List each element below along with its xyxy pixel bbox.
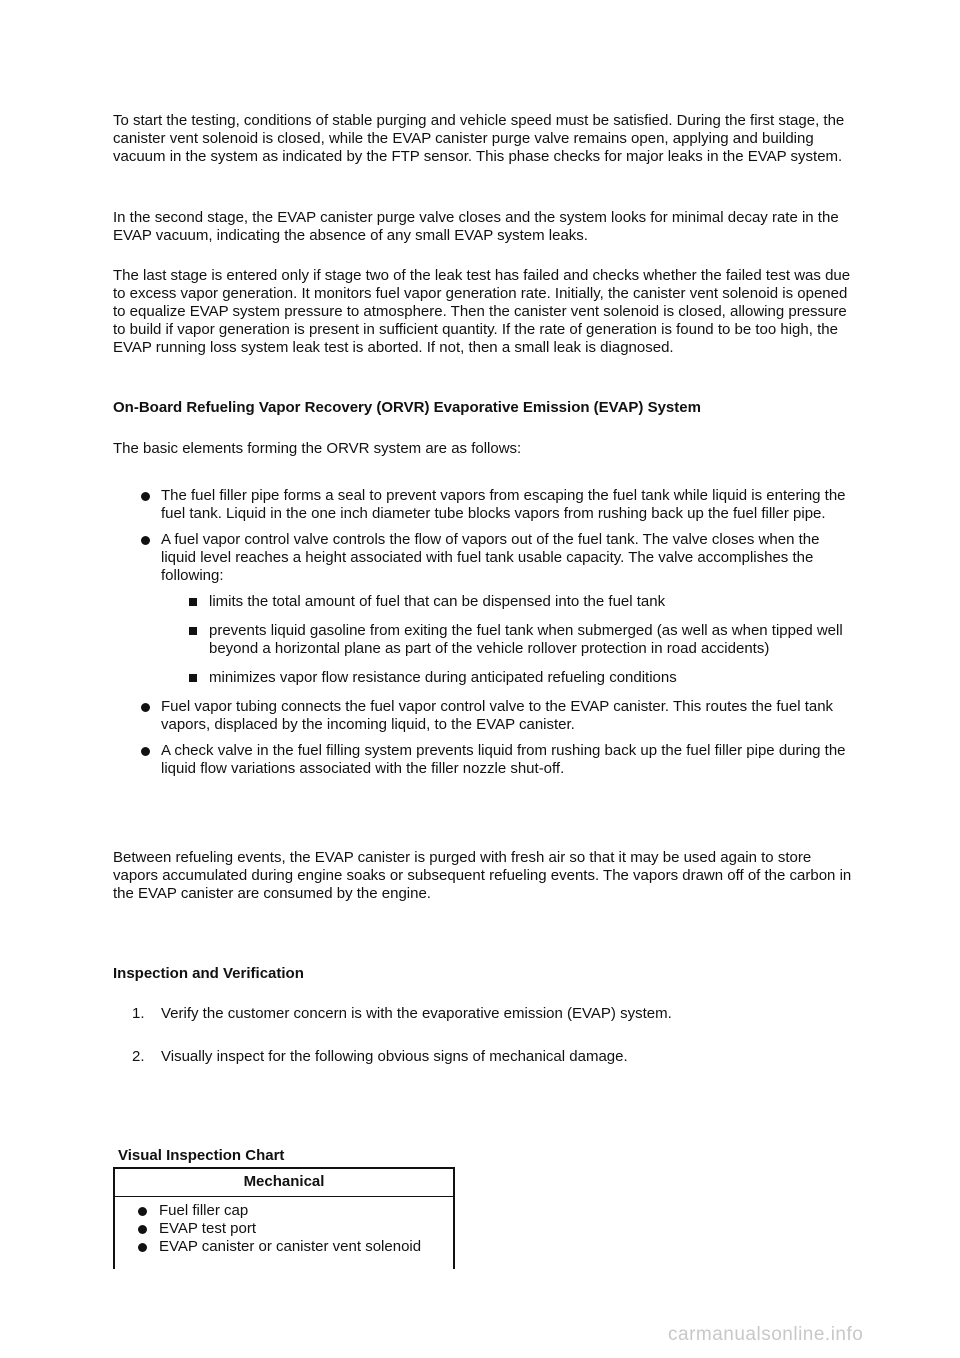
list-item-text: Fuel vapor tubing connects the fuel vapor control valve to the EVAP canister. This routes the fuel tank vapors, displaced by the incoming liquid, to the EVAP canister. [161, 698, 834, 733]
step-number: 1. [132, 1005, 145, 1022]
list-item [186, 593, 850, 611]
valve-function-list [161, 593, 850, 687]
step-text: Verify the customer concern is with the evaporative emission (EVAP) system. [161, 1005, 672, 1022]
list-item-text: The fuel filler pipe forms a seal to prevent vapors from escaping the fuel tank while liquid is entering the fuel tank. Liquid in the one inch diameter tube blocks vapors from rushing back up the fuel filler pipe. [161, 487, 846, 522]
step-item [132, 1005, 832, 1023]
list-item-text: minimizes vapor flow resistance during anticipated refueling conditions [209, 669, 677, 686]
square-bullet-icon [189, 598, 197, 606]
list-item-text: limits the total amount of fuel that can be dispensed into the fuel tank [209, 593, 666, 610]
paragraph-stage-three: The last stage is entered only if stage two of the leak test has failed and checks whether the failed test was due to excess vapor generation. It monitors fuel vapor generation rate. Initially, the canister vent solenoid is opened to equalize EVAP system pressure to atmosphere. Then the canister vent solenoid is closed, allowing pressure to build if vapor generation is present in sufficient quantity. If the rate of generation is found to be too high, the EVAP running loss system leak test is aborted. If not, then a small leak is diagnosed. [113, 267, 851, 356]
list-item-text: EVAP test port [159, 1220, 256, 1237]
inspection-heading: Inspection and Verification [113, 965, 304, 982]
bullet-icon [141, 492, 150, 501]
bullet-icon [141, 703, 150, 712]
list-item-text: Fuel filler cap [159, 1202, 249, 1219]
list-item-text: EVAP canister or canister vent solenoid [159, 1238, 422, 1255]
list-item [135, 1220, 421, 1238]
list-item-text: A fuel vapor control valve controls the flow of vapors out of the fuel tank. The valve closes when the liquid level reaches a height associated with fuel tank usable capacity. The valve accomplishes the following: [161, 531, 820, 584]
paragraph-between-refueling: Between refueling events, the EVAP canister is purged with fresh air so that it may be used again to store vapors accumulated during engine soaks or subsequent refueling events. The vapors drawn off of the carbon in the EVAP canister are consumed by the engine. [113, 849, 852, 902]
list-item-text: A check valve in the fuel filling system prevents liquid from rushing back up the fuel filler pipe during the liquid flow variations associated with the filler nozzle shut-off. [161, 742, 846, 777]
step-number: 2. [132, 1048, 145, 1065]
list-item [186, 622, 850, 658]
list-item [135, 742, 850, 778]
bullet-icon [138, 1207, 147, 1216]
chart-title: Visual Inspection Chart [118, 1147, 285, 1164]
chart-column-header: Mechanical [243, 1173, 325, 1190]
square-bullet-icon [189, 674, 197, 682]
step-item [132, 1048, 832, 1066]
visual-inspection-chart [113, 1167, 455, 1269]
orvr-intro: The basic elements forming the ORVR system are as follows: [113, 440, 522, 457]
paragraph-stage-one: To start the testing, conditions of stable purging and vehicle speed must be satisfied. During the first stage, the canister vent solenoid is closed, while the EVAP canister purge valve remains open, applying and building vacuum in the system as indicated by the FTP sensor. This phase checks for major leaks in the EVAP system. [113, 112, 845, 165]
mechanical-item-list [135, 1202, 421, 1256]
inspection-steps [132, 1005, 832, 1091]
paragraph-stage-two: In the second stage, the EVAP canister purge valve closes and the system looks for minimal decay rate in the EVAP vacuum, indicating the absence of any small EVAP system leaks. [113, 209, 839, 244]
square-bullet-icon [189, 627, 197, 635]
list-item [135, 1202, 421, 1220]
bullet-icon [141, 747, 150, 756]
step-text: Visually inspect for the following obvious signs of mechanical damage. [161, 1048, 628, 1065]
orvr-heading: On-Board Refueling Vapor Recovery (ORVR) Evaporative Emission (EVAP) System [113, 399, 701, 416]
list-item [186, 669, 850, 687]
list-item [135, 487, 850, 523]
list-item [135, 698, 850, 734]
chart-top-border [113, 1167, 455, 1169]
list-item [135, 531, 850, 687]
list-item [135, 1238, 421, 1256]
orvr-element-list [135, 487, 850, 786]
list-item-text: prevents liquid gasoline from exiting the fuel tank when submerged (as well as when tipped well beyond a horizontal plane as part of the vehicle rollover protection in road accidents) [209, 622, 843, 657]
bullet-icon [141, 536, 150, 545]
bullet-icon [138, 1243, 147, 1252]
bullet-icon [138, 1225, 147, 1234]
watermark: carmanualsonline.info [668, 1324, 864, 1345]
chart-header-divider [113, 1196, 455, 1197]
